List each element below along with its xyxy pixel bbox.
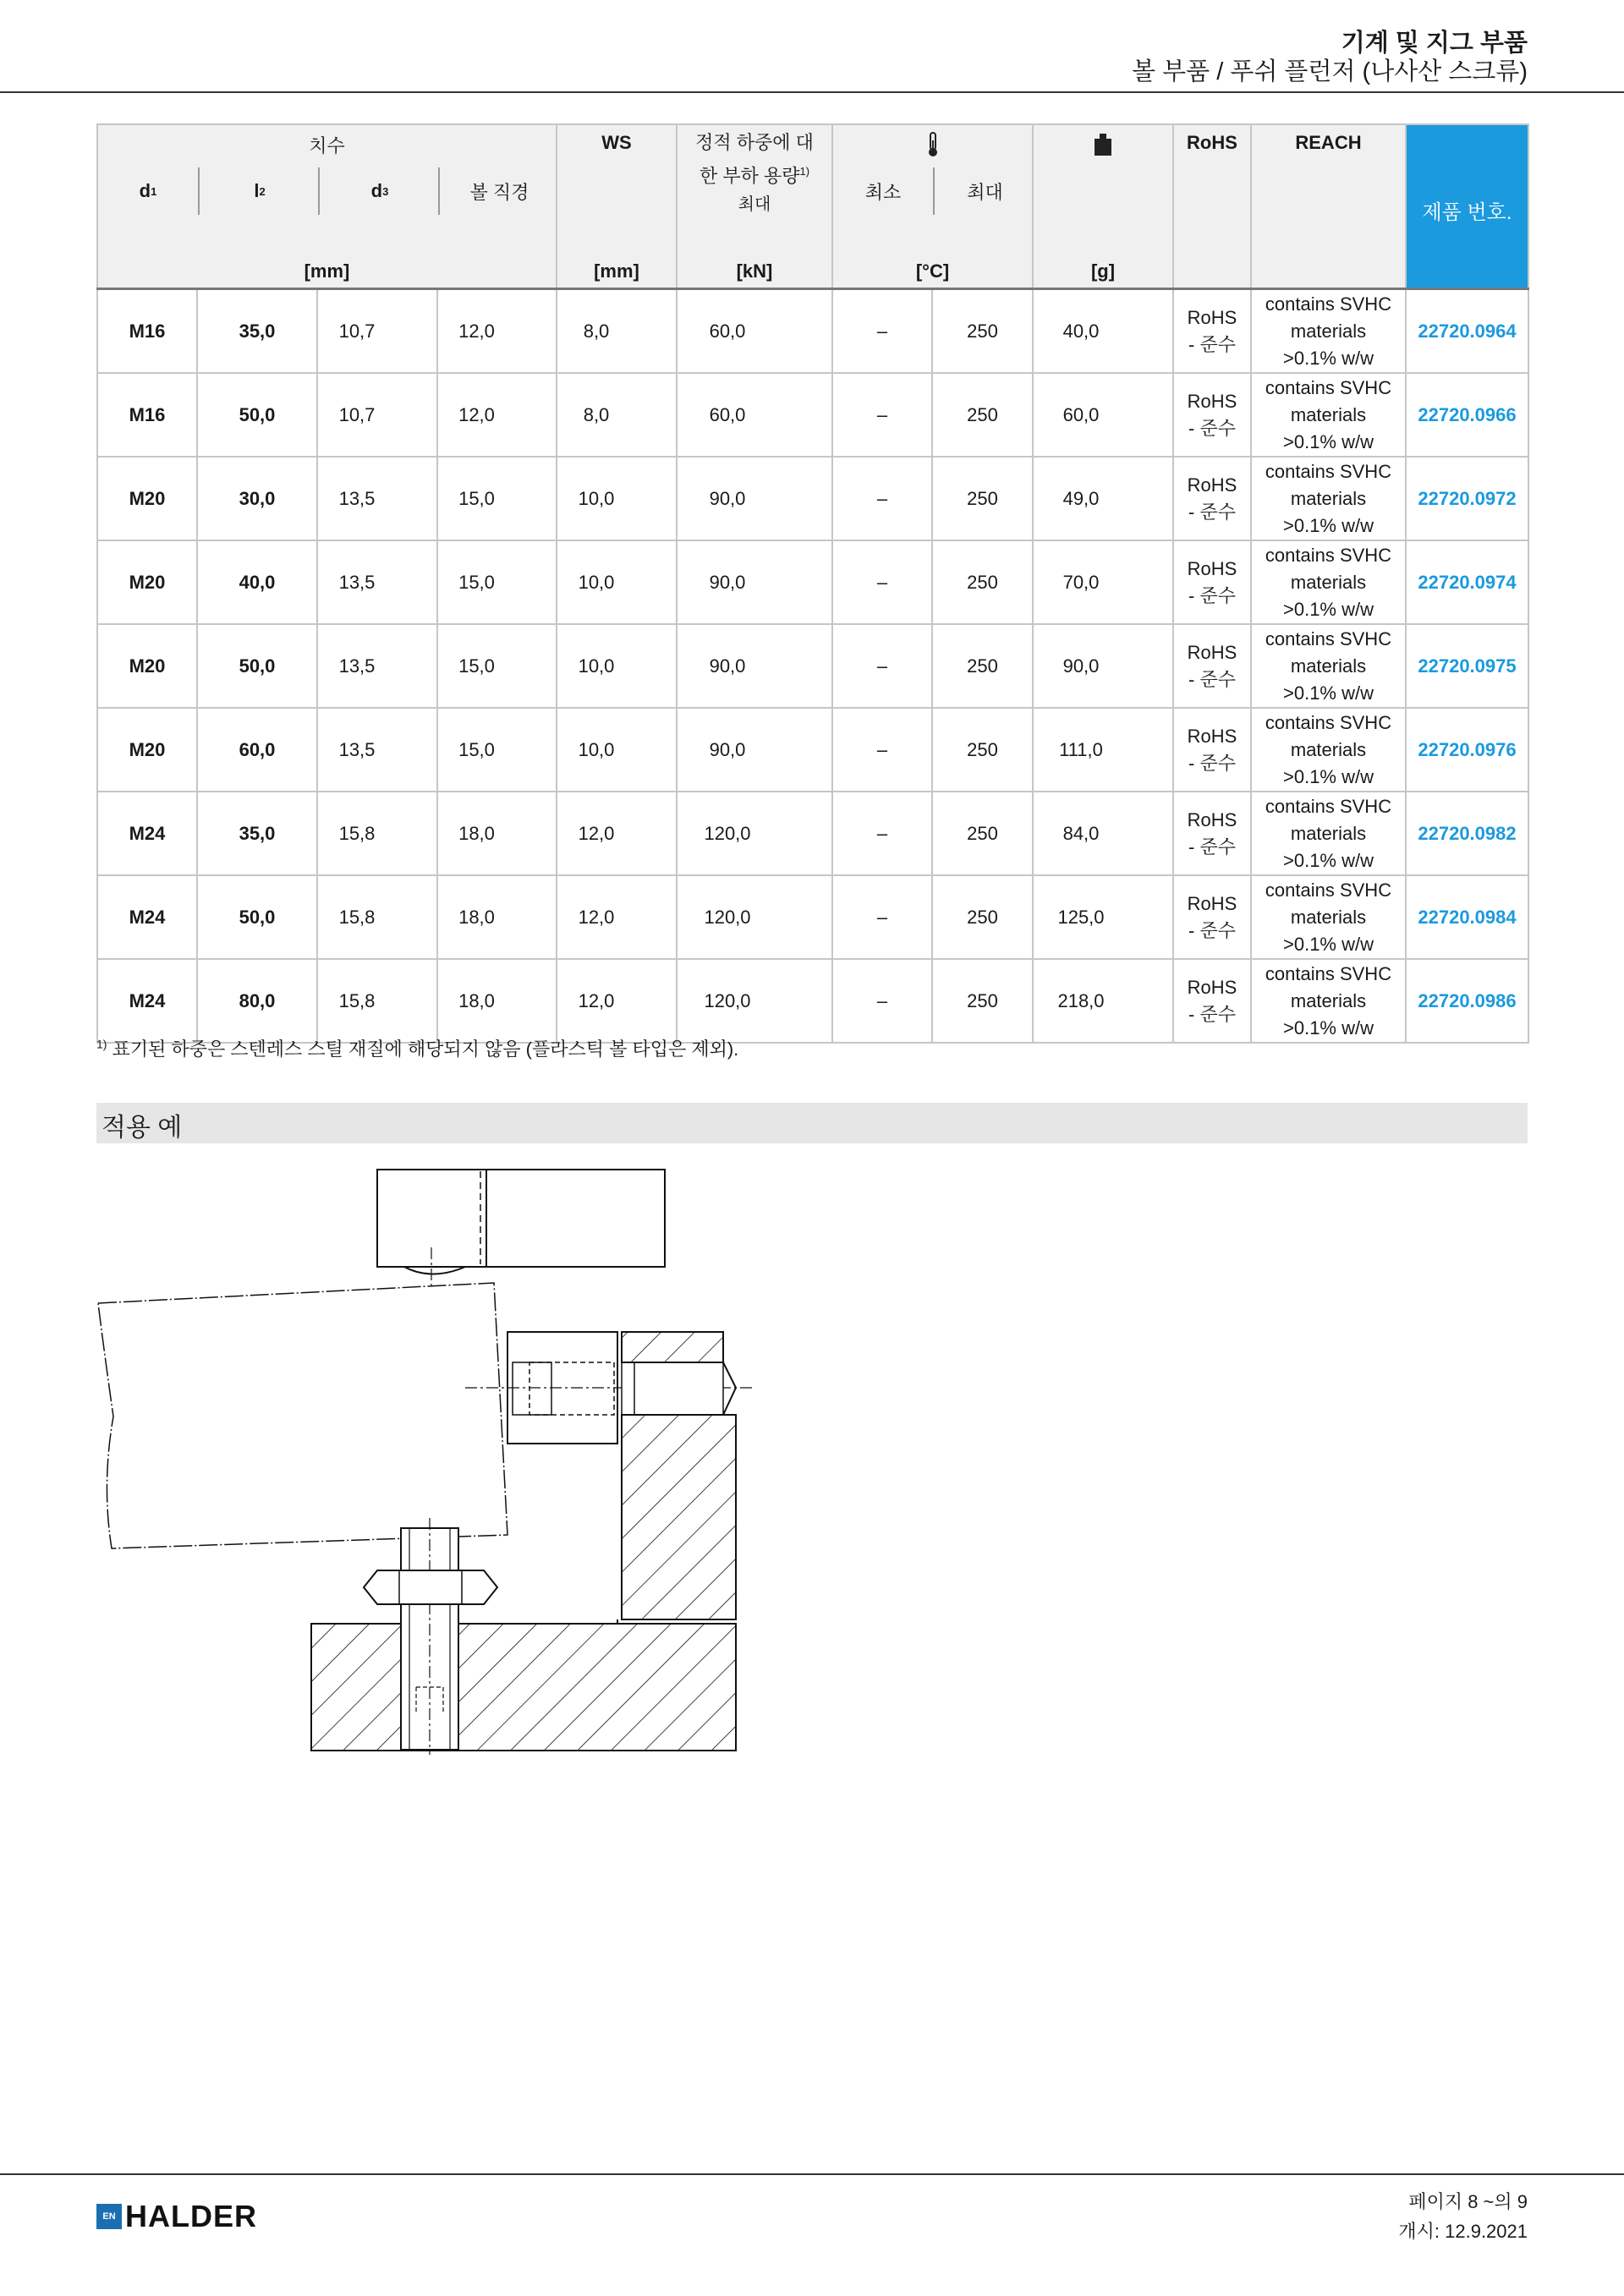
cell-part-number-link[interactable]: 22720.0966 <box>1406 373 1528 457</box>
weight-header <box>1033 124 1173 289</box>
part-number-header <box>1406 124 1528 289</box>
cell-ball-diameter: 18,0 <box>437 959 557 1043</box>
cell-load: 60,0 <box>677 373 832 457</box>
col-d3: d 3 <box>318 167 440 215</box>
cell-load: 90,0 <box>677 540 832 624</box>
cell-weight: 125,0 <box>1033 875 1173 959</box>
cell-weight: 84,0 <box>1033 792 1173 875</box>
cell-weight: 40,0 <box>1033 289 1173 374</box>
base-plate <box>311 1619 736 1751</box>
cell-part-number-link[interactable]: 22720.0986 <box>1406 959 1528 1043</box>
cell-ball-diameter: 18,0 <box>437 792 557 875</box>
col-ball-diameter: 볼 직경 <box>438 167 559 215</box>
col-l2: l 2 <box>198 167 320 215</box>
col-part-number: 제품 번호. <box>1422 200 1512 224</box>
cell-weight: 90,0 <box>1033 624 1173 708</box>
cell-reach: contains SVHC materials >0.1% w/w <box>1251 457 1406 540</box>
dims-group-label: 치수 <box>309 135 345 156</box>
cell-ball-diameter: 12,0 <box>437 289 557 374</box>
table-row <box>97 457 1528 540</box>
cell-temp-min: – <box>832 289 932 374</box>
cell-temp-min: – <box>832 792 932 875</box>
cell-reach: contains SVHC materials >0.1% w/w <box>1251 708 1406 792</box>
cell-temp-max: 250 <box>932 457 1033 540</box>
temp-header <box>832 124 1033 289</box>
cell-temp-min: – <box>832 457 932 540</box>
footnote: $^{1)}$ 표기된 하중은 스텐레스 스틸 재질에 해당되지 않음 (플라스틱 볼 타입은 제외). <box>96 1037 739 1060</box>
cell-d3: 13,5 <box>317 708 437 792</box>
cell-d3: 13,5 <box>317 457 437 540</box>
logo-mark: EN <box>96 2204 122 2229</box>
cell-l2: 50,0 <box>197 624 317 708</box>
ws-unit: [mm] <box>594 260 639 282</box>
cell-part-number-link[interactable]: 22720.0976 <box>1406 708 1528 792</box>
col-temp-min: 최소 <box>864 181 902 203</box>
cell-weight: 218,0 <box>1033 959 1173 1043</box>
cell-temp-min: – <box>832 708 932 792</box>
cell-ball-diameter: 15,0 <box>437 624 557 708</box>
cell-temp-max: 250 <box>932 624 1033 708</box>
cell-part-number-link[interactable]: 22720.0972 <box>1406 457 1528 540</box>
application-example-heading: 적용 예 <box>96 1103 1528 1143</box>
cell-reach: contains SVHC materials >0.1% w/w <box>1251 959 1406 1043</box>
table-row <box>97 373 1528 457</box>
cell-temp-max: 250 <box>932 373 1033 457</box>
cell-ws: 10,0 <box>557 624 677 708</box>
cell-l2: 60,0 <box>197 708 317 792</box>
table-row <box>97 289 1528 374</box>
reach-header <box>1251 124 1406 289</box>
cell-weight: 60,0 <box>1033 373 1173 457</box>
col-ws: WS <box>601 132 632 153</box>
weight-icon <box>1034 132 1172 162</box>
cell-l2: 40,0 <box>197 540 317 624</box>
ws-header <box>557 124 677 289</box>
table-row <box>97 959 1528 1043</box>
cell-d3: 13,5 <box>317 624 437 708</box>
cell-l2: 35,0 <box>197 792 317 875</box>
cell-part-number-link[interactable]: 22720.0975 <box>1406 624 1528 708</box>
cell-ball-diameter: 15,0 <box>437 708 557 792</box>
cell-reach: contains SVHC materials >0.1% w/w <box>1251 373 1406 457</box>
cell-temp-min: – <box>832 959 932 1043</box>
thermometer-icon <box>833 132 1032 162</box>
cell-ball-diameter: 12,0 <box>437 373 557 457</box>
cell-d1: M24 <box>97 959 197 1043</box>
document-title: 기계 및 지그 부품 <box>1341 30 1528 57</box>
publish-date: 개시: 12.9.2021 <box>1398 2221 1528 2242</box>
cell-d1: M24 <box>97 875 197 959</box>
cell-rohs: RoHS - 준수 <box>1173 708 1251 792</box>
cell-rohs: RoHS - 준수 <box>1173 624 1251 708</box>
col-rohs: RoHS <box>1187 132 1237 153</box>
cell-d1: M16 <box>97 373 197 457</box>
cell-rohs: RoHS - 준수 <box>1173 540 1251 624</box>
cell-part-number-link[interactable]: 22720.0982 <box>1406 792 1528 875</box>
cell-ws: 8,0 <box>557 373 677 457</box>
cell-d3: 15,8 <box>317 792 437 875</box>
header-divider <box>0 91 1624 93</box>
col-temp-max: 최대 <box>933 167 1035 215</box>
application-drawing <box>93 1163 753 1772</box>
cell-d1: M20 <box>97 540 197 624</box>
cell-reach: contains SVHC materials >0.1% w/w <box>1251 624 1406 708</box>
rohs-header <box>1173 124 1251 289</box>
table-row <box>97 708 1528 792</box>
cell-d3: 15,8 <box>317 959 437 1043</box>
cell-load: 90,0 <box>677 457 832 540</box>
cell-rohs: RoHS - 준수 <box>1173 289 1251 374</box>
cell-l2: 50,0 <box>197 875 317 959</box>
cell-ws: 12,0 <box>557 792 677 875</box>
cell-d3: 10,7 <box>317 373 437 457</box>
cell-load: 90,0 <box>677 624 832 708</box>
temp-unit: [°C] <box>915 260 950 282</box>
cell-weight: 70,0 <box>1033 540 1173 624</box>
col-load: 정적 하중에 대 한 부하 용량$^{1)}$ 최대 <box>695 132 814 215</box>
cell-l2: 30,0 <box>197 457 317 540</box>
cell-temp-min: – <box>832 624 932 708</box>
cell-part-number-link[interactable]: 22720.0974 <box>1406 540 1528 624</box>
cell-ball-diameter: 15,0 <box>437 540 557 624</box>
cell-rohs: RoHS - 준수 <box>1173 373 1251 457</box>
cell-ball-diameter: 15,0 <box>437 457 557 540</box>
cell-ws: 8,0 <box>557 289 677 374</box>
cell-ws: 12,0 <box>557 959 677 1043</box>
cell-reach: contains SVHC materials >0.1% w/w <box>1251 792 1406 875</box>
cell-ball-diameter: 18,0 <box>437 875 557 959</box>
cell-temp-max: 250 <box>932 959 1033 1043</box>
cell-d3: 13,5 <box>317 540 437 624</box>
cell-temp-max: 250 <box>932 875 1033 959</box>
cell-d1: M20 <box>97 708 197 792</box>
document-subtitle: 볼 부품 / 푸쉬 플런저 (나사산 스크류) <box>1132 58 1528 85</box>
cell-ws: 12,0 <box>557 875 677 959</box>
dims-unit: [mm] <box>304 260 350 282</box>
table-row <box>97 540 1528 624</box>
cell-temp-max: 250 <box>932 792 1033 875</box>
cell-temp-min: – <box>832 373 932 457</box>
cell-d1: M20 <box>97 457 197 540</box>
cell-l2: 80,0 <box>197 959 317 1043</box>
cell-d1: M16 <box>97 289 197 374</box>
cell-rohs: RoHS - 준수 <box>1173 457 1251 540</box>
cell-reach: contains SVHC materials >0.1% w/w <box>1251 875 1406 959</box>
col-reach: REACH <box>1295 132 1362 153</box>
cell-load: 60,0 <box>677 289 832 374</box>
cell-l2: 50,0 <box>197 373 317 457</box>
cell-part-number-link[interactable]: 22720.0984 <box>1406 875 1528 959</box>
cell-temp-max: 250 <box>932 708 1033 792</box>
cell-d1: M24 <box>97 792 197 875</box>
cell-load: 90,0 <box>677 708 832 792</box>
cell-weight: 111,0 <box>1033 708 1173 792</box>
cell-ws: 10,0 <box>557 540 677 624</box>
col-d1: d 1 <box>139 180 157 201</box>
cell-rohs: RoHS - 준수 <box>1173 875 1251 959</box>
cell-temp-max: 250 <box>932 289 1033 374</box>
cell-load: 120,0 <box>677 959 832 1043</box>
cell-rohs: RoHS - 준수 <box>1173 959 1251 1043</box>
load-header <box>677 124 832 289</box>
table-row <box>97 624 1528 708</box>
cell-temp-max: 250 <box>932 540 1033 624</box>
weight-unit: [g] <box>1090 260 1116 282</box>
cell-ws: 10,0 <box>557 457 677 540</box>
cell-reach: contains SVHC materials >0.1% w/w <box>1251 289 1406 374</box>
table-row <box>97 875 1528 959</box>
workpiece <box>98 1283 508 1548</box>
cell-reach: contains SVHC materials >0.1% w/w <box>1251 540 1406 624</box>
cell-temp-min: – <box>832 540 932 624</box>
clamp-block <box>377 1170 665 1294</box>
cell-load: 120,0 <box>677 792 832 875</box>
footer-divider <box>0 2173 1624 2175</box>
cell-d1: M20 <box>97 624 197 708</box>
cell-rohs: RoHS - 준수 <box>1173 792 1251 875</box>
halder-logo <box>96 2199 257 2234</box>
cell-d3: 10,7 <box>317 289 437 374</box>
cell-weight: 49,0 <box>1033 457 1173 540</box>
page-number: 페이지 8 ~의 9 <box>1408 2191 1528 2212</box>
cell-l2: 35,0 <box>197 289 317 374</box>
spec-table <box>96 123 1529 1044</box>
cell-ws: 10,0 <box>557 708 677 792</box>
dims-header <box>97 124 557 289</box>
logo-wordmark: HALDER <box>125 2199 257 2233</box>
cell-part-number-link[interactable]: 22720.0964 <box>1406 289 1528 374</box>
cell-temp-min: – <box>832 875 932 959</box>
cell-d3: 15,8 <box>317 875 437 959</box>
cell-load: 120,0 <box>677 875 832 959</box>
table-row <box>97 792 1528 875</box>
load-unit: [kN] <box>736 260 773 282</box>
